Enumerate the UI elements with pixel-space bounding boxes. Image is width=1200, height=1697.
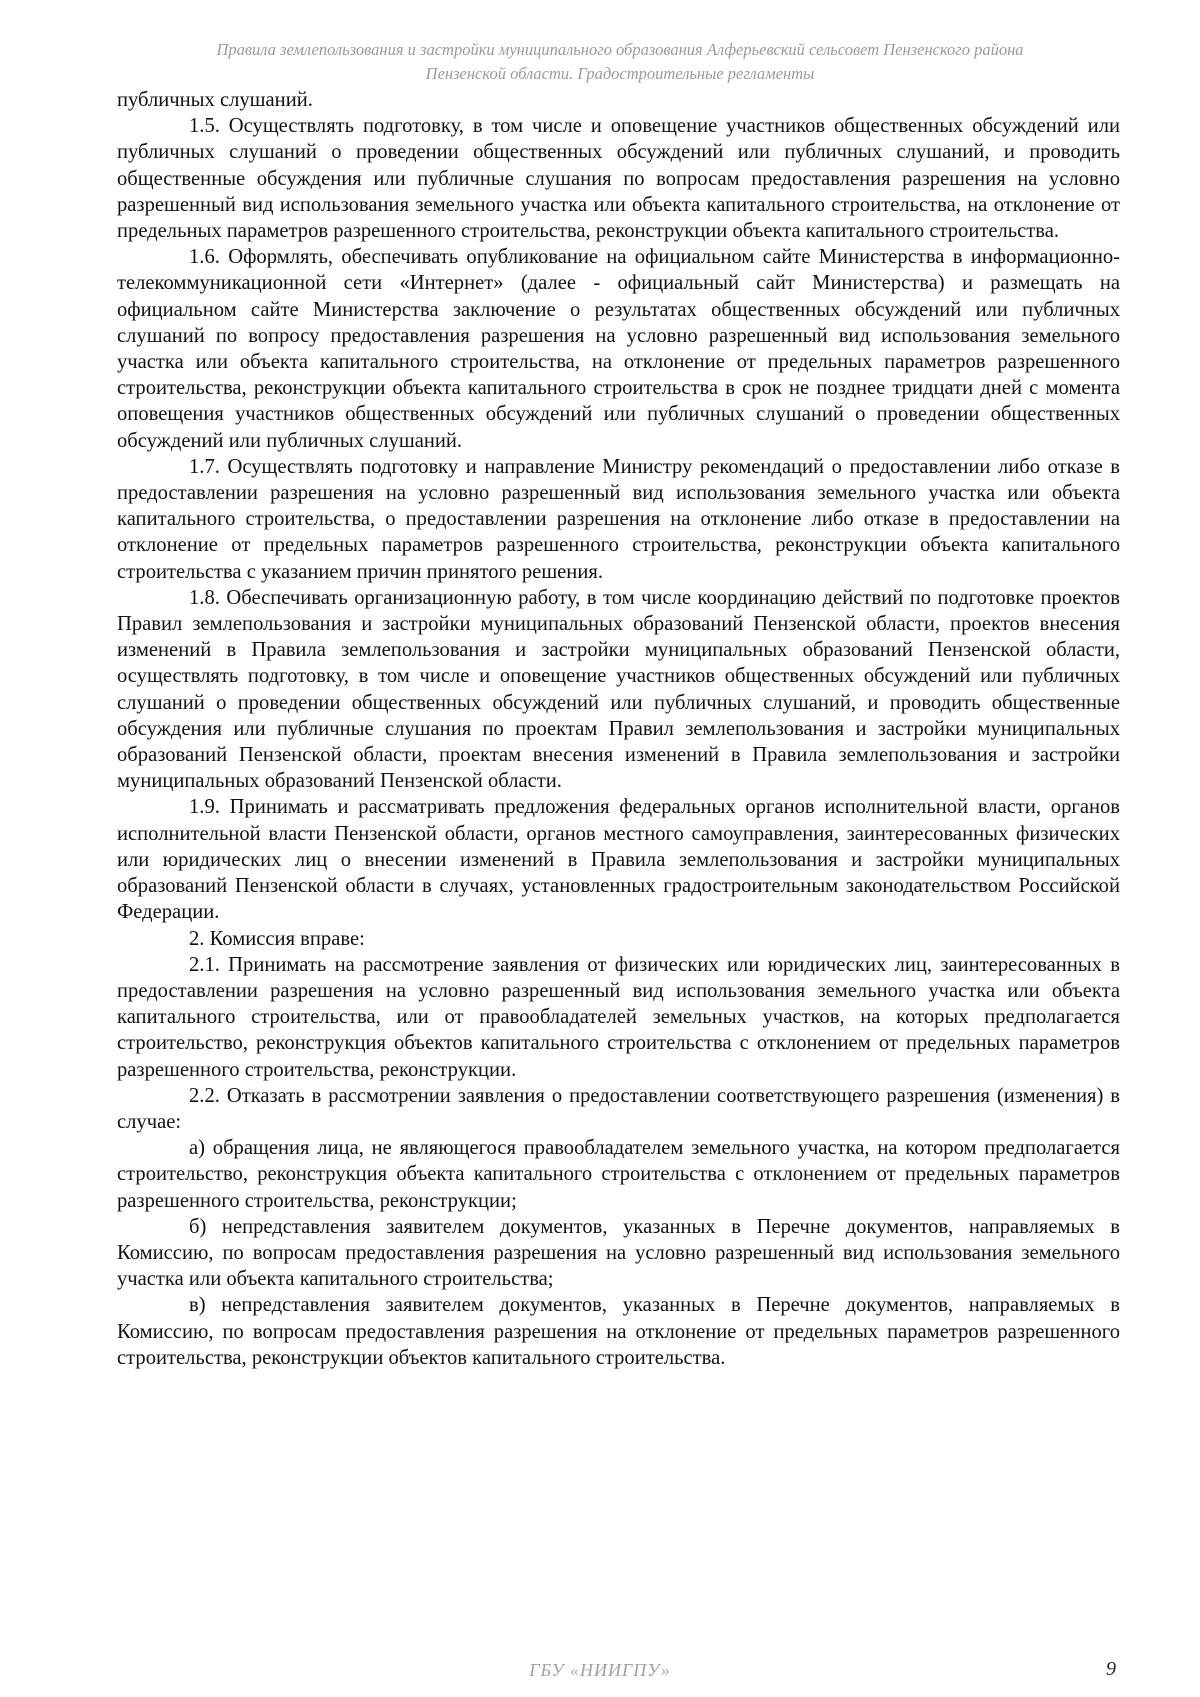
paragraph-1-6: 1.6. Оформлять, обеспечивать опубликование на официальном сайте Министерства в информационно-телекоммуникационной сети «Интернет» (далее - официальный сайт Министерства) и размещать на официальном сайте Министерства заключение о результатах общественных обсуждений или публичных слушаний по вопросу предоставления разрешения на условно разрешенный вид использования земельного участка или объекта капитального строительства, на отклонение от предельных параметров разрешенного строительства, реконструкции объекта капитального строительства в срок не позднее тридцати дней с момента оповещения участников общественных обсуждений или публичных слушаний о проведении общественных обсуждений или публичных слушаний. — [117, 246, 1120, 452]
paragraph-2-2-b: б) непредставления заявителем документов, указанных в Перечне документов, направляемых в Комиссию, по вопросам предоставления разрешения на условно разрешенный вид использования земельного участка или объекта капитального строительства; — [117, 1215, 1120, 1291]
paragraph-1-8: 1.8. Обеспечивать организационную работу, в том числе координацию действий по подготовке проектов Правил землепользования и застройки муниципальных образований Пензенской области, проектов внесения изменений в Правила землепользования и застройки муниципальных образований Пензенской области, осуществлять подготовку, в том числе и оповещение участников общественных обсуждений или публичных слушаний о проведении общественных обсуждений или публичных слушаний, и проводить общественные обсуждения или публичные слушания по проектам Правил землепользования и застройки муниципальных образований Пензенской области, проектам внесения изменений в Правила землепользования и застройки муниципальных образований Пензенской области. — [117, 586, 1120, 793]
paragraph-2-2: 2.2. Отказать в рассмотрении заявления о предоставлении соответствующего разрешения (изменения) в случае: — [117, 1084, 1120, 1133]
paragraph-2-2-a: а) обращения лица, не являющегося правообладателем земельного участка, на котором предполагается строительство, реконструкция объекта капитального строительства с отклонением от предельных параметров разрешенного строительства, реконструкции; — [117, 1137, 1120, 1212]
paragraph-continuation: публичных слушаний. — [117, 89, 313, 111]
running-header-line-2: Пензенской области. Градостроительные регламенты — [425, 64, 815, 83]
page-number: 9 — [1106, 1658, 1116, 1680]
paragraph-1-9: 1.9. Принимать и рассматривать предложения федеральных органов исполнительной власти, органов исполнительной власти Пензенской области, органов местного самоуправления, заинтересованных физических или юридических лиц о внесении изменений в Правила землепользования и застройки муниципальных образований Пензенской области в случаях, установленных градостроительным законодательством Российской Федерации. — [117, 796, 1120, 924]
footer-organization: ГБУ «НИИГПУ» — [529, 1660, 671, 1680]
running-header-line-1: Правила землепользования и застройки муниципального образования Алферьевский сельсовет Пензенского района — [216, 40, 1024, 59]
paragraph-2-2-v: в) непредставления заявителем документов, указанных в Перечне документов, направляемых в Комиссию, по вопросам предоставления разрешения на отклонение от предельных параметров разрешенного строительства, реконструкции объектов капитального строительства. — [117, 1294, 1120, 1369]
paragraph-1-5: 1.5. Осуществлять подготовку, в том числе и оповещение участников общественных обсуждений или публичных слушаний о проведении общественных обсуждений или публичных слушаний, и проводить общественные обсуждения или публичные слушания по вопросам предоставления разрешения на условно разрешенный вид использования земельного участка или объекта капитального строительства, на отклонение от предельных параметров разрешенного строительства, реконструкции объекта капитального строительства. — [117, 115, 1120, 243]
paragraph-2: 2. Комиссия вправе: — [189, 927, 365, 950]
paragraph-1-7: 1.7. Осуществлять подготовку и направление Министру рекомендаций о предоставлении либо отказе в предоставлении разрешения на условно разрешенный вид использования земельного участка или объекта капитального строительства, о предоставлении разрешения на отклонение либо отказе в предоставлении на отклонение от предельных параметров разрешенного строительства, реконструкции объекта капитального строительства с указанием причин принятого решения. — [117, 455, 1120, 583]
paragraph-2-1: 2.1. Принимать на рассмотрение заявления от физических или юридических лиц, заинтересованных в предоставлении разрешения на условно разрешенный вид использования земельного участка или объекта капитального строительства, или от правообладателей земельных участков, на которых предполагается строительство, реконструкция объектов капитального строительства с отклонением от предельных параметров разрешенного строительства, реконструкции. — [117, 953, 1120, 1081]
running-header — [120, 38, 1120, 86]
document-body — [117, 87, 1120, 1371]
